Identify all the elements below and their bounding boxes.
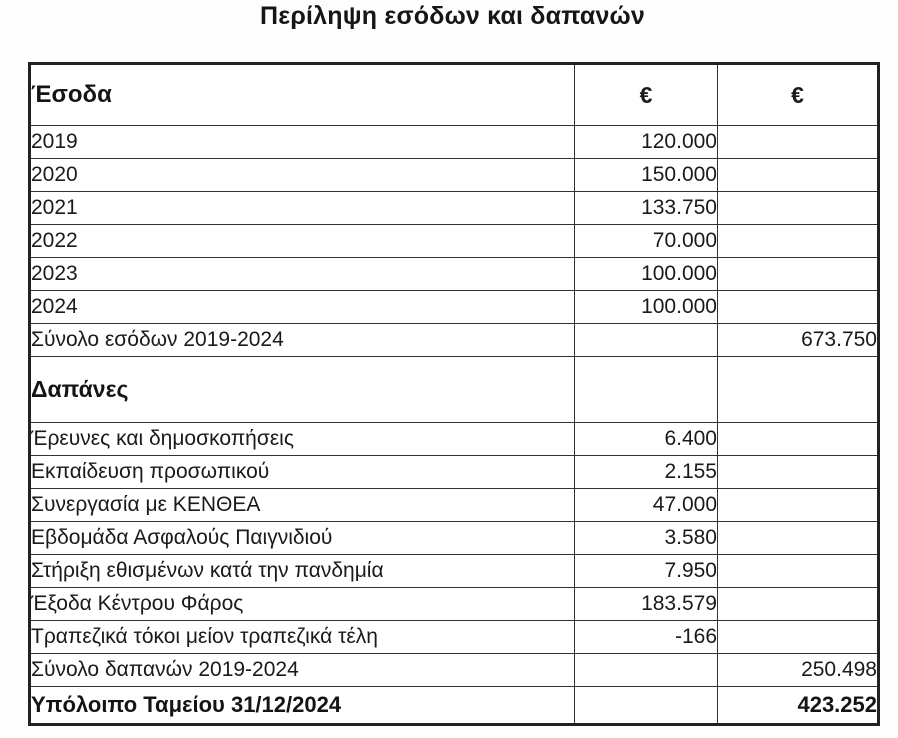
row-amount: -166 [575,621,718,654]
table-row [30,225,879,258]
row-label: Έξοδα Κέντρου Φάρος [30,588,575,621]
row-total-amount [718,456,879,489]
table-row [30,654,879,687]
table-row [30,621,879,654]
row-amount: 3.580 [575,522,718,555]
row-label: Συνεργασία με ΚΕΝΘΕΑ [30,489,575,522]
row-amount: 70.000 [575,225,718,258]
table-row [30,159,879,192]
row-total-amount [718,621,879,654]
table-row [30,192,879,225]
row-label: Εβδομάδα Ασφαλούς Παιγνιδιού [30,522,575,555]
row-label: 2022 [30,225,575,258]
row-label: Σύνολο δαπανών 2019-2024 [30,654,575,687]
table-row [30,687,879,725]
row-total-amount [718,357,879,423]
row-total-amount [718,423,879,456]
row-total-amount: 423.252 [718,687,879,725]
row-total-amount [718,258,879,291]
row-amount [575,324,718,357]
row-label: 2024 [30,291,575,324]
table-row [30,126,879,159]
row-total-amount [718,555,879,588]
row-amount: 7.950 [575,555,718,588]
row-total-amount [718,225,879,258]
table-body [30,126,879,725]
row-label: Έρευνες και δημοσκοπήσεις [30,423,575,456]
row-total-amount [718,489,879,522]
row-amount: 133.750 [575,192,718,225]
row-amount [575,654,718,687]
row-amount [575,687,718,725]
row-total-amount: 673.750 [718,324,879,357]
header-euro-column-1: € [575,64,718,126]
row-label: 2021 [30,192,575,225]
row-amount: 150.000 [575,159,718,192]
table-row [30,324,879,357]
row-amount: 2.155 [575,456,718,489]
table-header-row [30,64,879,126]
row-amount: 47.000 [575,489,718,522]
row-amount: 100.000 [575,258,718,291]
row-total-amount [718,192,879,225]
header-euro-column-2: € [718,64,879,126]
table-row [30,423,879,456]
table-row [30,357,879,423]
row-amount: 6.400 [575,423,718,456]
row-label: 2023 [30,258,575,291]
table-row [30,489,879,522]
row-amount: 100.000 [575,291,718,324]
page-title: Περίληψη εσόδων και δαπανών [260,2,645,30]
row-amount [575,357,718,423]
row-label: Δαπάνες [30,357,575,423]
row-label: 2020 [30,159,575,192]
row-label: Υπόλοιπο Ταμείου 31/12/2024 [30,687,575,725]
row-total-amount: 250.498 [718,654,879,687]
table-row [30,291,879,324]
table-row [30,588,879,621]
row-total-amount [718,159,879,192]
row-total-amount [718,126,879,159]
table-row [30,555,879,588]
row-total-amount [718,522,879,555]
header-income-label: Έσοδα [30,64,575,126]
row-label: Σύνολο εσόδων 2019-2024 [30,324,575,357]
table-row [30,456,879,489]
table-row [30,258,879,291]
row-label: 2019 [30,126,575,159]
income-expense-table [28,62,880,726]
row-label: Τραπεζικά τόκοι μείον τραπεζικά τέλη [30,621,575,654]
row-total-amount [718,291,879,324]
row-amount: 120.000 [575,126,718,159]
row-total-amount [718,588,879,621]
row-label: Εκπαίδευση προσωπικού [30,456,575,489]
row-amount: 183.579 [575,588,718,621]
row-label: Στήριξη εθισμένων κατά την πανδημία [30,555,575,588]
table-row [30,522,879,555]
